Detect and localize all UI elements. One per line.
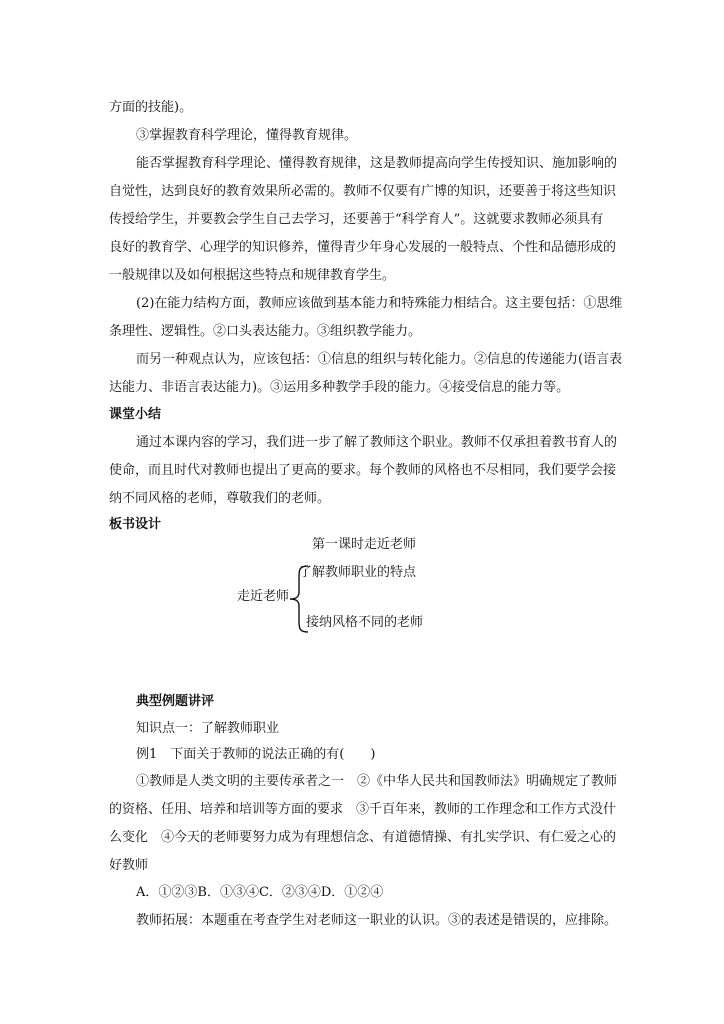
section-heading-summary: 课堂小结 — [109, 407, 162, 422]
board-root: 走近老师 — [237, 589, 290, 604]
board-title: 第一课时走近老师 — [312, 537, 417, 552]
board-branch-2: 接纳风格不同的老师 — [306, 615, 424, 630]
text-line: 么变化 ④今天的老师要努力成为有理想信念、有道德情操、有扎实学识、有仁爱之心的 — [109, 830, 617, 845]
text-line: 达能力、非语言表达能力)。③运用多种教学手段的能力。④接受信息的能力等。 — [109, 380, 570, 395]
text-line: 条理性、逻辑性。②口头表达能力。③组织教学能力。 — [109, 324, 422, 339]
teacher-explanation: 教师拓展：本题重在考查学生对老师这一职业的认识。③的表述是错误的，应排除。 — [136, 913, 618, 928]
section-heading-examples: 典型例题讲评 — [136, 694, 215, 709]
text-line: 一般规律以及如何根据这些特点和规律教育学生。 — [109, 268, 396, 283]
text-line: 自觉性，达到良好的教育效果所必需的。教师不仅要有广博的知识，还要善于将这些知识 — [109, 184, 617, 199]
text-line: 纳不同风格的老师，尊敬我们的老师。 — [109, 491, 331, 506]
text-line: 而另一种观点认为，应该包括：①信息的组织与转化能力。②信息的传递能力(语言表 — [136, 352, 623, 367]
text-line: 好教师 — [109, 858, 149, 873]
section-heading-board: 板书设计 — [109, 517, 162, 532]
question-stem: 例1 下面关于教师的说法正确的有( ) — [136, 747, 376, 762]
text-line: 的资格、任用、培养和培训等方面的要求 ③千百年来，教师的工作理念和工作方式没什 — [109, 802, 617, 817]
answer-options: A．①②③B．①③④C．②③④D．①②④ — [136, 885, 384, 900]
text-line: 传授给学生，并要教会学生自己去学习，还要善于“科学育人”。这就要求教师必须具有 — [109, 212, 604, 227]
board-branch-1: 了解教师职业的特点 — [299, 565, 417, 580]
text-line: ①教师是人类文明的主要传承者之一 ②《中华人民共和国教师法》明确规定了教师 — [136, 774, 618, 789]
text-line: 使命，而且时代对教师也提出了更高的要求。每个教师的风格也不尽相同，我们要学会接 — [109, 463, 617, 478]
text-line: 方面的技能)。 — [109, 100, 193, 115]
text-line: ③掌握教育科学理论，懂得教育规律。 — [136, 128, 358, 143]
knowledge-point: 知识点一：了解教师职业 — [136, 721, 280, 736]
text-line: (2)在能力结构方面，教师应该做到基本能力和特殊能力相结合。这主要包括：①思维 — [136, 296, 623, 311]
text-line: 能否掌握教育科学理论、懂得教育规律，这是教师提高向学生传授知识、施加影响的 — [136, 156, 618, 171]
text-line: 通过本课内容的学习，我们进一步了解了教师这个职业。教师不仅承担着教书育人的 — [136, 435, 618, 450]
text-line: 良好的教育学、心理学的知识修养，懂得青少年身心发展的一般特点、个性和品德形成的 — [109, 240, 617, 255]
